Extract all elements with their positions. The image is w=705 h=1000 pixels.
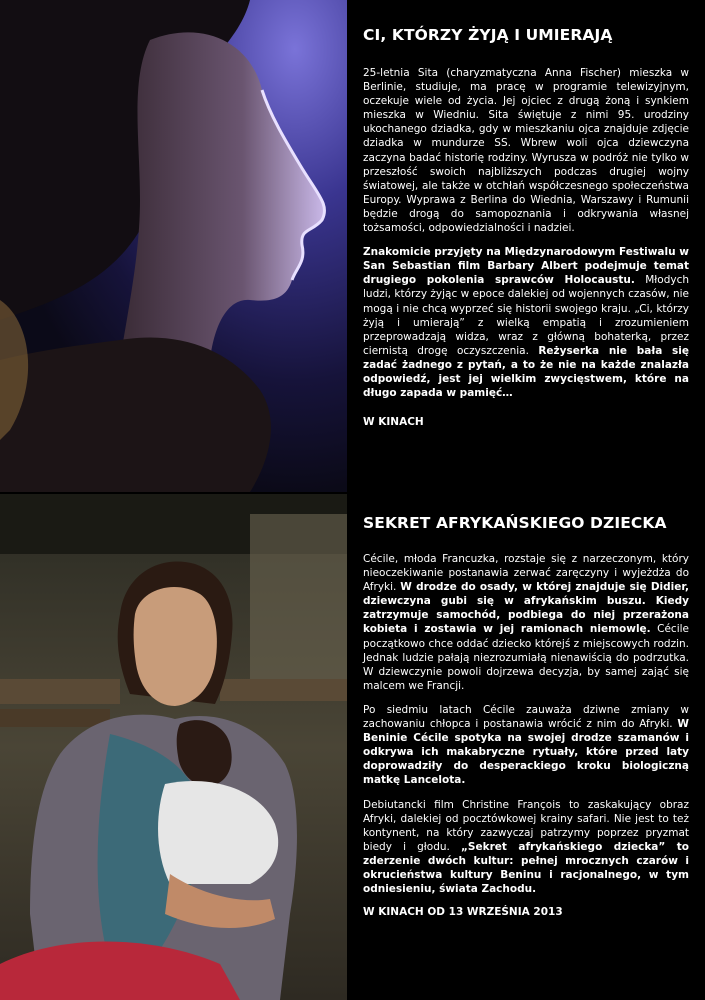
film2-release-info: W KINACH OD 13 WRZEŚNIA 2013 [363,906,563,919]
film1-review: Znakomicie przyjęty na Międzynarodowym Festiwalu w San Sebastian film Barbary Albert podejmuje temat drugiego pokolenia sprawców Holocaustu. Młodych ludzi, którzy żyjąc w epoce dalekiej od wojennych czasów, nie mogą i nie chcą wyprzeć się historii swojego kraju. „Ci, którzy żyją i umierają” z wielką empatią i zrozumieniem przeprowadzają widza, wraz z główną bohaterką, przez ciernistą drogę oczyszczenia. Reżyserka nie bała się zadać żadnego z pytań, a to że nie na każde znalazła odpowiedź, jest jej wielkim zwycięstwem, które na długo zapada w pamięć… [363,246,689,400]
film2-title: SEKRET AFRYKAŃSKIEGO DZIECKA [363,514,667,532]
film1-article [363,24,689,428]
film1-synopsis: 25-letnia Sita (charyzmatyczna Anna Fischer) mieszka w Berlinie, studiuje, ma pracę w programie telewizyjnym, oczekuje wiele od życia. Jej ojciec z drugą żoną i synkiem mieszka w Wiedniu. Sita świętuje z nimi 95. urodziny ukochanego dziadka, gdy w mieszkaniu ojca znajduje zdjęcie dziadka w mundurze SS. Wbrew woli ojca dziewczyna zaczyna badać historię rodziny. Wyrusza w podróż nie tylko w przeszłość swoich najbliższych podczas drugiej wojny światowej, ale także w otchłań współczesnego społeczeństwa Europy. Wyprawa z Berlina do Wiednia, Warszawy i Rumunii będzie drogą do samopoznania i odkrywania własnej tożsamości, odpowiedzialności i nadziei. [363,67,689,235]
film2-article [363,512,689,918]
film1-release-info: W KINACH [363,416,424,429]
film1-still-woman-profile [0,0,347,492]
film2-still-woman-with-child [0,494,347,1000]
film2-synopsis: Cécile, młoda Francuzka, rozstaje się z narzeczonym, który nieoczekiwanie postanawia zerwać zaręczyny i wyjeżdża do Afryki. W drodze do osady, w której znajduje się Didier, dziewczyna gubi się w afrykańskim buszu. Kiedy zatrzymuje samochód, podbiega do niej przerażona kobieta i zostawia w jej ramionach niemowlę. Cécile początkowo chce oddać dziecko którejś z miejscowych rodzin. Jednak ludzie pałają niezrozumiałą nienawiścią do podrzutka. W dziewczynie powoli dojrzewa decyzja, by samej zająć się malcem we Francji. [363,553,689,692]
film2-review: Debiutancki film Christine François to zaskakujący obraz Afryki, dalekiej od pocztówkowej krainy safari. Nie jest to też kontynent, na który zazwyczaj patrzymy poprzez pryzmat biedy i głodu. „Sekret afrykańskiego dziecka” to zderzenie dwóch kultur: pełnej mrocznych czarów i okrucieństwa kultury Beninu i racjonalnego, w tym odniesieniu, świata Zachodu. [363,798,689,896]
film2-plot-continued: Po siedmiu latach Cécile zauważa dziwne zmiany w zachowaniu chłopca i postanawia wrócić z nim do Afryki. W Beninie Cécile spotyka na swojej drodze szamanów i odkrywa ich makabryczne rytuały, które przed laty doprowadziły do desperackiego kroku biologiczną matkę Lancelota. [363,703,689,787]
film1-title: CI, KTÓRZY ŻYJĄ I UMIERAJĄ [363,26,613,44]
